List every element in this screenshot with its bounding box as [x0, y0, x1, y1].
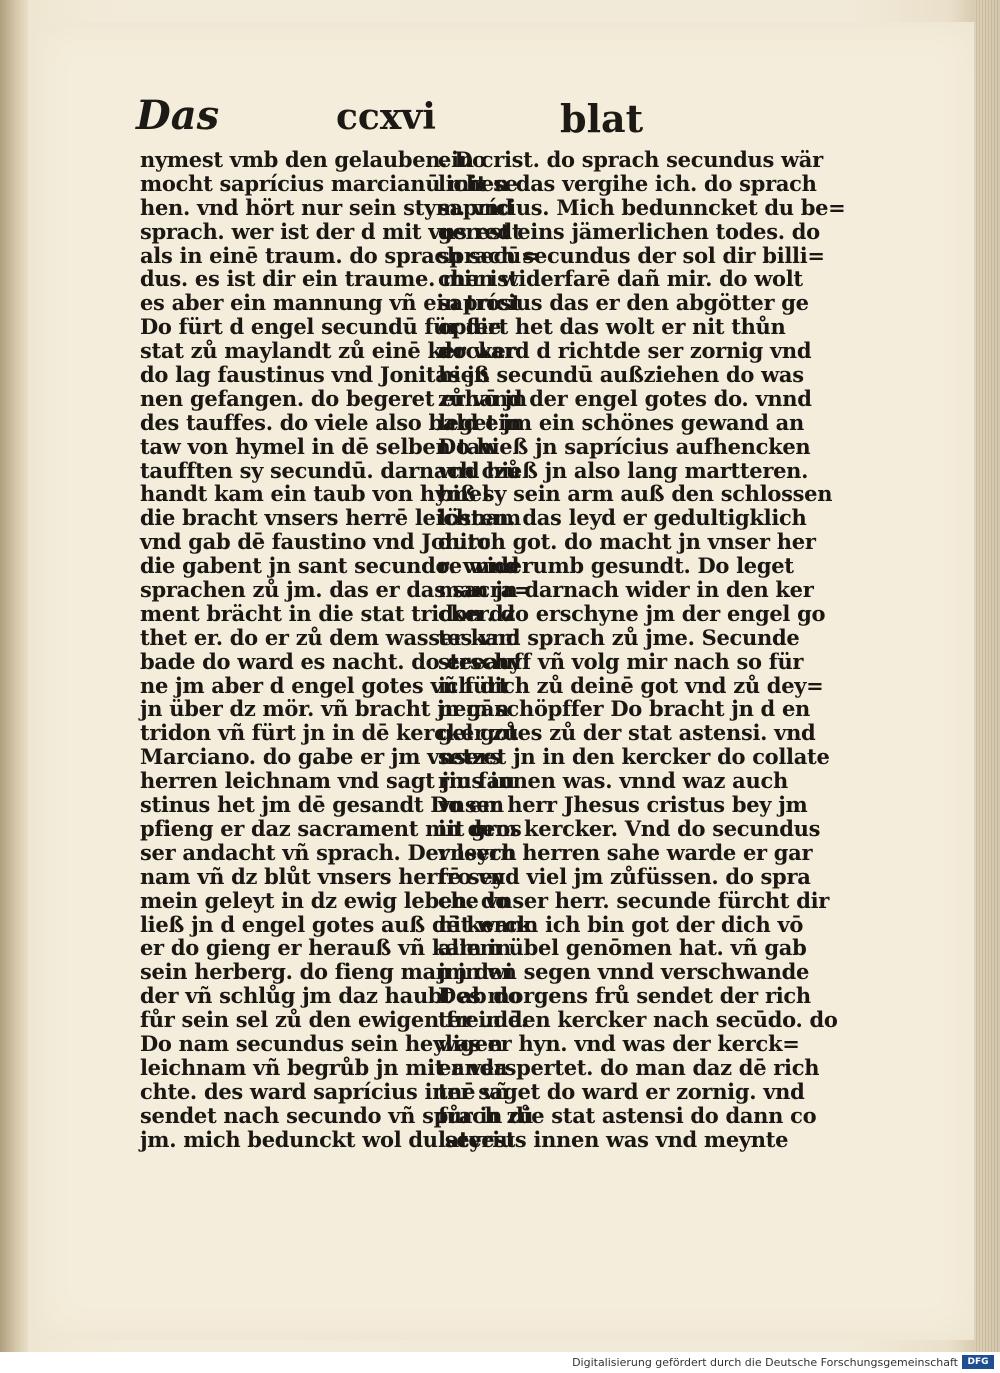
text-line: jm. mich bedunckt wol du seyest	[140, 1126, 516, 1152]
text-line: sein herberg. do fieng man jn wi	[140, 959, 513, 985]
text-line: er verspertet. do man daz dē rich	[438, 1054, 820, 1080]
text-line: Do hieß jn saprícius aufhencken	[438, 433, 811, 459]
text-line: in dem kercker. Vnd do secundus	[438, 815, 821, 841]
folio-number: ccxvi	[336, 96, 436, 138]
text-line: chen widerfarē dañ mir. do wolt	[438, 266, 803, 292]
text-line: durch got. do macht jn vnser her	[438, 529, 816, 555]
text-line: der vñ schlůg jm daz haubt ab do	[140, 983, 522, 1009]
text-line: es aber ein mannung vñ ein trost	[140, 290, 521, 316]
text-line: herren leichnam vnd sagt jm fau	[140, 768, 515, 794]
text-line: nit wann ich bin got der dich vō	[438, 911, 804, 937]
text-line: dus. es ist dir ein traume. mir ist	[140, 266, 519, 292]
text-line: laterius innen was vnd meynte	[438, 1126, 789, 1152]
text-line: vnser herr Jhesus cristus bey jm	[438, 792, 808, 818]
page-edges	[974, 0, 1000, 1352]
digitization-footer	[0, 1352, 1000, 1373]
text-line: saprícius. Mich bedunncket du be=	[438, 194, 846, 220]
text-line: Do fürt d engel secundū für die	[140, 314, 502, 340]
text-line: jn über dz mör. vñ bracht jn gān	[140, 696, 510, 722]
text-line: man jn darnach wider in den ker	[438, 577, 814, 603]
text-line: ter in den kercker nach secūdo. do	[438, 1007, 838, 1033]
text-line: ließ jn d engel gotes auß dē kerck	[140, 911, 532, 937]
text-line: gel gotes zů der stat astensi. vnd	[438, 720, 816, 746]
text-line: die gabent jn sant secundo. vnnd	[140, 553, 520, 579]
text-line: hieß secundū außziehen do was	[438, 362, 804, 388]
text-line: rius innen was. vnnd waz auch	[438, 768, 788, 794]
text-line: thet er. do er zů dem wasser kam	[140, 624, 521, 650]
text-line: cker. do erschyne jm der engel go	[438, 600, 826, 626]
text-line: nem schöpffer Do bracht jn d en	[438, 696, 810, 722]
header-right-word: blat	[560, 96, 644, 141]
text-line: fro vnd viel jm zůfüssen. do spra	[438, 863, 811, 889]
text-line: stinus het jm dē gesandt Do em	[140, 792, 504, 818]
text-line: re widerumb gesundt. Do leget	[438, 553, 794, 579]
text-line: vnd gab dē faustino vnd Jonito	[140, 529, 491, 555]
text-line: nen gefangen. do begeret er vō jn	[140, 385, 527, 411]
text-line: ein crist. do sprach secundus wär	[438, 147, 823, 172]
text-line: sprach secundus der sol dir billi=	[438, 242, 825, 268]
text-line: was er hyn. vnd was der kerck=	[438, 1030, 800, 1056]
book-gutter	[0, 0, 28, 1352]
text-line: opfert het das wolt er nit thůn	[438, 314, 786, 340]
text-line: zůhand der engel gotes do. vnnd	[438, 385, 812, 411]
text-line: fůr in die stat astensi do dann co	[438, 1102, 817, 1128]
text-line: bade do ward es nacht. do erschy	[140, 648, 522, 674]
text-line: die bracht vnsers herrē leichnam	[140, 505, 521, 531]
text-line: allem übel genōmen hat. vñ gab	[438, 935, 807, 961]
text-line: mein geleyt in dz ewig leben. do	[140, 887, 509, 913]
text-line: ich dich zů deinē got vnd zů dey=	[438, 672, 824, 698]
text-line: ne jm aber d engel gotes vñ fürt	[140, 672, 509, 698]
text-line: als in einē traum. do sprach secū=	[140, 242, 539, 268]
page-header	[136, 88, 776, 148]
text-line: che vnser herr. secunde fürcht dir	[438, 887, 830, 913]
text-line: nam vñ dz blůt vnsers herrē sey	[140, 863, 505, 889]
text-line: Do nam secundus sein heyligen	[140, 1030, 503, 1056]
funding-credit: Digitalisierung gefördert durch die Deutsche Forschungsgemeinschaft	[572, 1356, 958, 1369]
text-line: do ward d richtde ser zornig vnd	[438, 338, 812, 364]
text-line: Des morgens frů sendet der rich	[438, 983, 811, 1009]
text-line: gerest eins jämerlichen todes. do	[438, 218, 820, 244]
text-line: pfieng er daz sacrament mit gros	[140, 815, 522, 841]
text-line: ment brächt in die stat tridon dz	[140, 600, 516, 626]
header-left-word: Das	[136, 92, 220, 139]
text-line: hen. vnd hört nur sein stym. vnd	[140, 194, 514, 220]
text-line: jm den segen vnnd verschwande	[438, 959, 810, 985]
text-line: biß sy sein arm auß den schlossen	[438, 481, 833, 507]
text-line: leichnam vñ begrůb jn mit anda	[140, 1054, 508, 1080]
text-line: fůr sein sel zů den ewigen freudē.	[140, 1007, 528, 1033]
text-line: do lag faustinus vnd Jonitas jn	[140, 362, 490, 388]
text-line: ter saget do ward er zornig. vnd	[438, 1078, 805, 1104]
text-line: er do gieng er herauß vñ kam in	[140, 935, 512, 961]
text-line: lösten. das leyd er gedultigklich	[438, 505, 807, 531]
text-line: handt kam ein taub von hymel	[140, 481, 490, 507]
text-line: vnd hieß jn also lang martteren.	[438, 457, 809, 483]
text-line: tridon vñ fürt jn in dē kercker zů	[140, 720, 519, 746]
text-line: nymest vmb den gelauben. Do	[140, 147, 486, 172]
text-column-left	[140, 147, 539, 1152]
text-line: stat zů maylandt zů einē kercker	[140, 338, 517, 364]
text-line: sendet nach secundo vñ sprach zů	[140, 1102, 534, 1128]
text-line: des tauffes. do viele also bald ein	[140, 409, 521, 435]
text-line: tes vnd sprach zů jme. Secunde	[438, 624, 800, 650]
text-line: sprachen zů jm. das er das sacra=	[140, 577, 532, 603]
text-line: vnsern herren sahe warde er gar	[438, 839, 813, 865]
text-line: steeauff vñ volg mir nach so für	[438, 648, 804, 674]
text-line: mocht saprícius marcianū mit se	[140, 170, 518, 196]
text-line: leget jm ein schönes gewand an	[438, 409, 804, 435]
text-line: taw von hymel in dē selben taw	[140, 433, 498, 459]
text-line: lichen das vergihe ich. do sprach	[438, 170, 817, 196]
text-line: sprach. wer ist der d mit vns redt	[140, 218, 522, 244]
text-column-right	[438, 147, 846, 1152]
text-line: Marciano. do gabe er jm vnsers	[140, 744, 501, 770]
text-line: chte. des ward saprícius innē vñ	[140, 1078, 510, 1104]
dfg-logo: DFG	[962, 1355, 994, 1369]
text-line: taufften sy secundū. darnach czů	[140, 457, 521, 483]
text-line: saprícius das er den abgötter ge	[438, 290, 809, 316]
text-line: ser andacht vñ sprach. Der leych	[140, 839, 517, 865]
text-line: setzet jn in den kercker do collate	[438, 744, 830, 770]
